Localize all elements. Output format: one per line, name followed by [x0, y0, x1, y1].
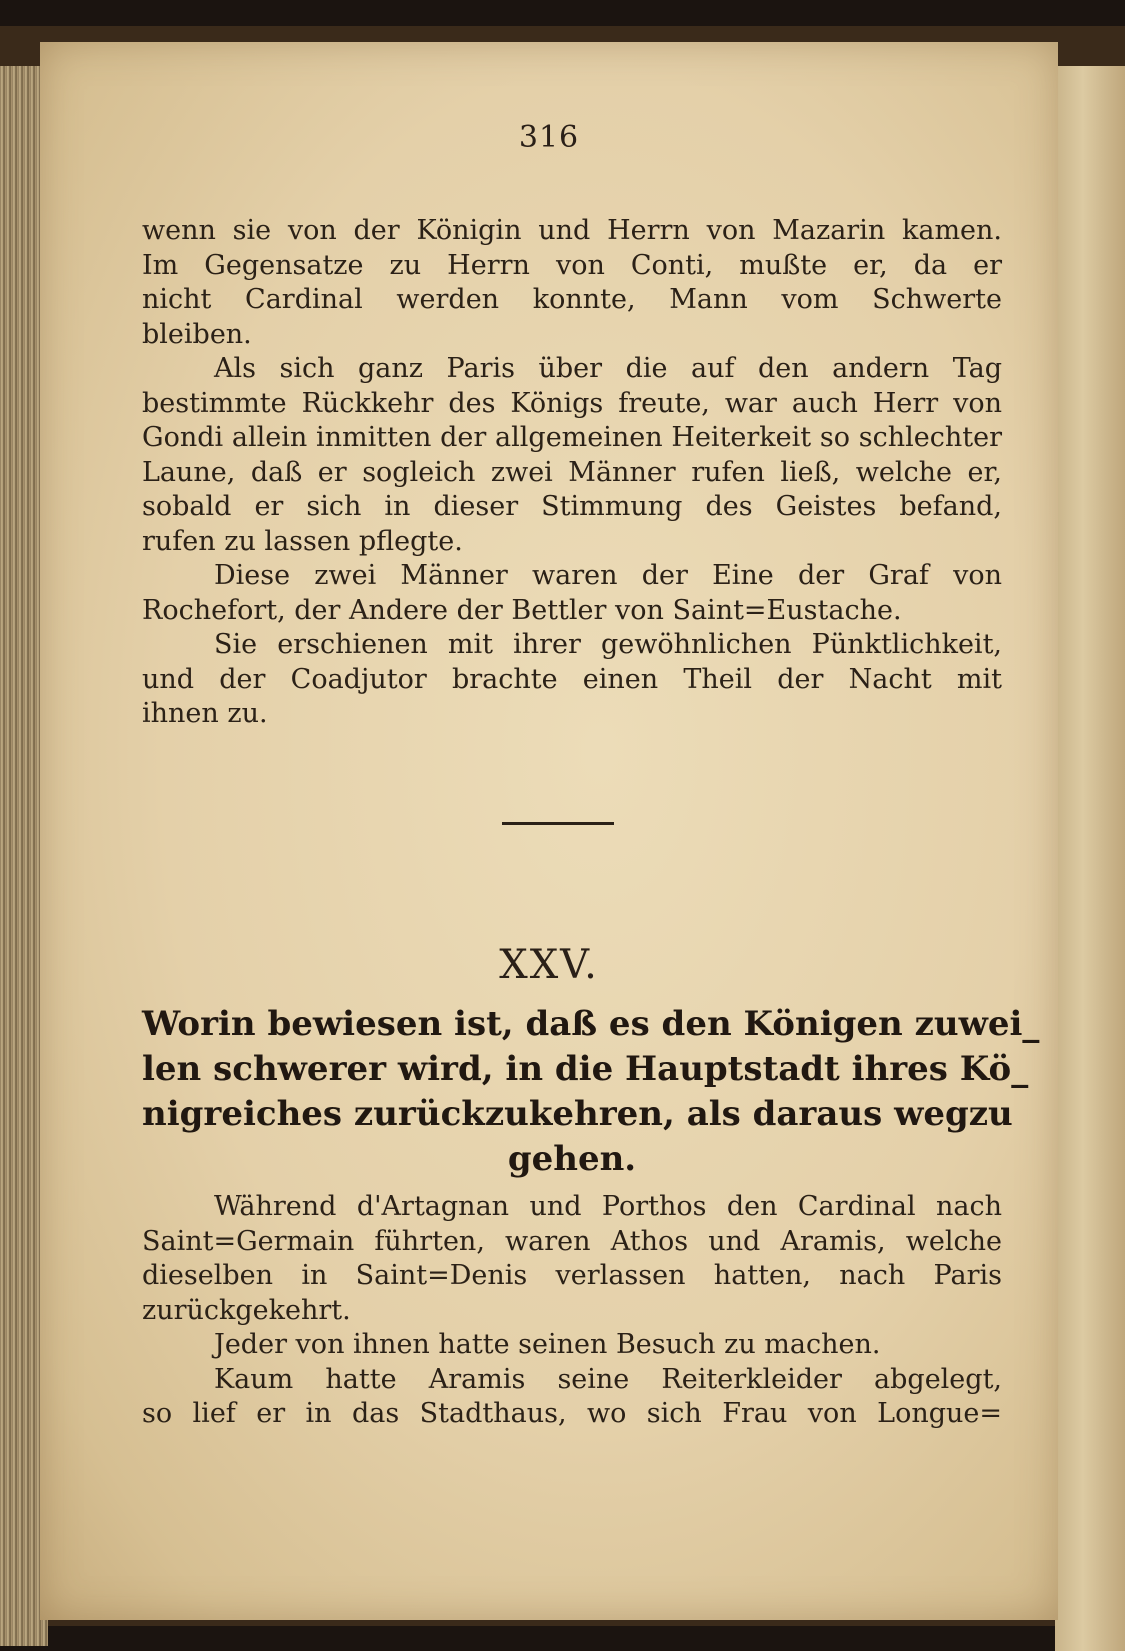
- page-number: 316: [518, 120, 580, 155]
- text-line: Als sich ganz Paris über die auf den andern Tag: [214, 353, 1002, 384]
- paragraph: [142, 214, 1002, 352]
- text-line: bestimmte Rückkehr des Königs freute, war auch Herr von: [142, 387, 1002, 419]
- text-line: Diese zwei Männer waren der Eine der Graf von: [214, 560, 1002, 591]
- text-line: dieselben in Saint=Denis verlassen hatten, nach Paris: [142, 1260, 1002, 1291]
- text-line: sobald er sich in dieser Stimmung des Geistes befand,: [142, 491, 1002, 522]
- text-line: wenn sie von der Königin und Herrn von Mazarin kamen.: [142, 215, 1002, 246]
- facing-page-edge: [1055, 66, 1125, 1651]
- chapter-title: [142, 1002, 1040, 1182]
- text-line: Laune, daß er sogleich zwei Männer rufen ließ, welche er,: [142, 456, 1002, 488]
- section-divider: [502, 822, 614, 825]
- text-line: Jeder von ihnen hatte seinen Besuch zu machen.: [214, 1329, 881, 1360]
- chapter-title-line: nigreiches zurückzukehren, als daraus wegzu: [142, 1094, 1013, 1134]
- text-line: bleiben.: [142, 318, 252, 350]
- text-line: nicht Cardinal werden konnte, Mann vom Schwerte: [142, 284, 1002, 315]
- text-line: so lief er in das Stadthaus, wo sich Frau von Longue=: [142, 1398, 1002, 1429]
- paragraph: [142, 559, 1002, 628]
- text-line: rufen zu lassen pflegte.: [142, 525, 463, 557]
- body-text-bottom: [142, 1190, 1002, 1432]
- text-line: und der Coadjutor brachte einen Theil der Nacht mit: [142, 663, 1002, 695]
- text-line: zurückgekehrt.: [142, 1294, 351, 1326]
- chapter-number: XXV.: [499, 942, 599, 988]
- text-line: Sie erschienen mit ihrer gewöhnlichen Pünktlichkeit,: [214, 629, 1002, 660]
- chapter-title-line: gehen.: [507, 1139, 637, 1179]
- text-line: Kaum hatte Aramis seine Reiterkleider abgelegt,: [214, 1363, 1002, 1395]
- text-line: Rochefort, der Andere der Bettler von Saint=Eustache.: [142, 594, 902, 626]
- text-line: Gondi allein inmitten der allgemeinen Heiterkeit so schlechter: [142, 422, 1002, 453]
- text-line: Saint=Germain führten, waren Athos und Aramis, welche: [142, 1225, 1002, 1257]
- paragraph: [142, 1363, 1002, 1432]
- paragraph: [142, 352, 1002, 559]
- chapter-title-line: len schwerer wird, in die Hauptstadt ihres Kö_: [142, 1049, 1029, 1089]
- paragraph: [142, 628, 1002, 732]
- paragraph: [142, 1328, 1002, 1363]
- chapter-title-line: Worin bewiesen ist, daß es den Königen zuwei_: [142, 1004, 1040, 1044]
- book-page: [40, 42, 1058, 1620]
- body-text-top: [142, 214, 1002, 732]
- text-line: Im Gegensatze zu Herrn von Conti, mußte er, da er: [142, 249, 1002, 281]
- text-line: Während d'Artagnan und Porthos den Cardinal nach: [214, 1191, 1002, 1222]
- paragraph: [142, 1190, 1002, 1328]
- text-line: ihnen zu.: [142, 698, 268, 729]
